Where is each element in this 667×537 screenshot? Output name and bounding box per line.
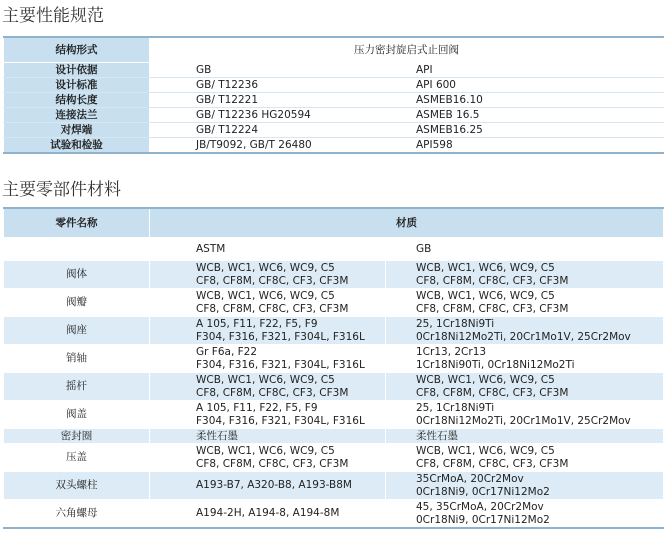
gb-material: 柔性石墨 (386, 429, 664, 444)
row-label: 设计标准 (4, 78, 150, 93)
materials-table (3, 207, 664, 529)
table-row (4, 289, 664, 317)
table-header-row (4, 208, 664, 238)
astm-material: A194-2H, A194-8, A194-8M (150, 500, 386, 529)
gb-material: 25, 1Cr18Ni9Ti 0Cr18Ni12Mo2Ti, 20Cr1Mo1V, 25Cr2Mov (386, 401, 664, 429)
table-row (4, 93, 664, 108)
table-row (4, 317, 664, 345)
table-subheader-row (4, 238, 664, 261)
part-name: 六角螺母 (4, 500, 150, 529)
part-name: 阀瓣 (4, 289, 150, 317)
astm-material: WCB, WC1, WC6, WC9, C5 CF8, CF8M, CF8C, CF3, CF3M (150, 261, 386, 289)
astm-material: WCB, WC1, WC6, WC9, C5 CF8, CF8M, CF8C, CF3, CF3M (150, 444, 386, 472)
astm-material: A 105, F11, F22, F5, F9 F304, F316, F321, F304L, F316L (150, 401, 386, 429)
table-row (4, 108, 664, 123)
part-name: 密封圈 (4, 429, 150, 444)
row-label: 结构长度 (4, 93, 150, 108)
table-row (4, 63, 664, 78)
section-title-materials: 主要零部件材料 (2, 180, 121, 200)
table-row (4, 401, 664, 429)
api-value: API598 (386, 138, 664, 154)
astm-material: 柔性石墨 (150, 429, 386, 444)
part-name: 销轴 (4, 345, 150, 373)
gb-material: WCB, WC1, WC6, WC9, C5 CF8, CF8M, CF8C, CF3, CF3M (386, 444, 664, 472)
table-row (4, 123, 664, 138)
row-label: 结构形式 (4, 37, 150, 63)
api-value: API (386, 63, 664, 78)
part-name: 双头螺柱 (4, 472, 150, 500)
astm-material: Gr F6a, F22 F304, F316, F321, F304L, F316L (150, 345, 386, 373)
header-material: 材质 (150, 208, 664, 238)
row-label: 对焊端 (4, 123, 150, 138)
gb-material: 35CrMoA, 20Cr2Mov 0Cr18Ni9, 0Cr17Ni12Mo2 (386, 472, 664, 500)
table-row (4, 500, 664, 529)
part-name: 阀体 (4, 261, 150, 289)
gb-value: GB/ T12224 (150, 123, 386, 138)
gb-material: 1Cr13, 2Cr13 1Cr18Ni90Ti, 0Cr18Ni12Mo2Ti (386, 345, 664, 373)
header-part-name: 零件名称 (4, 208, 150, 238)
astm-material: WCB, WC1, WC6, WC9, C5 CF8, CF8M, CF8C, CF3, CF3M (150, 373, 386, 401)
subheader-astm: ASTM (150, 238, 386, 261)
api-value: ASMEB16.25 (386, 123, 664, 138)
table-row (4, 261, 664, 289)
part-name: 阀座 (4, 317, 150, 345)
table-row (4, 37, 664, 63)
gb-value: GB (150, 63, 386, 78)
gb-material: 45, 35CrMoA, 20Cr2Mov 0Cr18Ni9, 0Cr17Ni12Mo2 (386, 500, 664, 529)
table-row (4, 444, 664, 472)
api-value: ASMEB 16.5 (386, 108, 664, 123)
gb-value: GB/ T12236 HG20594 (150, 108, 386, 123)
part-name: 摇杆 (4, 373, 150, 401)
table-row (4, 345, 664, 373)
part-name: 阀盖 (4, 401, 150, 429)
structure-type-value: 压力密封旋启式止回阀 (150, 37, 664, 63)
gb-value: GB/ T12221 (150, 93, 386, 108)
gb-material: 25, 1Cr18Ni9Ti 0Cr18Ni12Mo2Ti, 20Cr1Mo1V, 25Cr2Mov (386, 317, 664, 345)
row-label: 连接法兰 (4, 108, 150, 123)
astm-material: WCB, WC1, WC6, WC9, C5 CF8, CF8M, CF8C, CF3, CF3M (150, 289, 386, 317)
table-row (4, 138, 664, 154)
subheader-blank (4, 238, 150, 261)
astm-material: A193-B7, A320-B8, A193-B8M (150, 472, 386, 500)
gb-material: WCB, WC1, WC6, WC9, C5 CF8, CF8M, CF8C, CF3, CF3M (386, 261, 664, 289)
table-row (4, 472, 664, 500)
api-value: ASMEB16.10 (386, 93, 664, 108)
table-row (4, 429, 664, 444)
gb-value: GB/ T12236 (150, 78, 386, 93)
section-title-performance: 主要性能规范 (2, 6, 104, 26)
gb-material: WCB, WC1, WC6, WC9, C5 CF8, CF8M, CF8C, CF3, CF3M (386, 289, 664, 317)
table-row (4, 373, 664, 401)
part-name: 压盖 (4, 444, 150, 472)
api-value: API 600 (386, 78, 664, 93)
gb-value: JB/T9092, GB/T 26480 (150, 138, 386, 154)
gb-material: WCB, WC1, WC6, WC9, C5 CF8, CF8M, CF8C, CF3, CF3M (386, 373, 664, 401)
table-row (4, 78, 664, 93)
astm-material: A 105, F11, F22, F5, F9 F304, F316, F321, F304L, F316L (150, 317, 386, 345)
subheader-gb: GB (386, 238, 664, 261)
performance-spec-table (3, 36, 664, 154)
row-label: 试验和检验 (4, 138, 150, 154)
row-label: 设计依据 (4, 63, 150, 78)
